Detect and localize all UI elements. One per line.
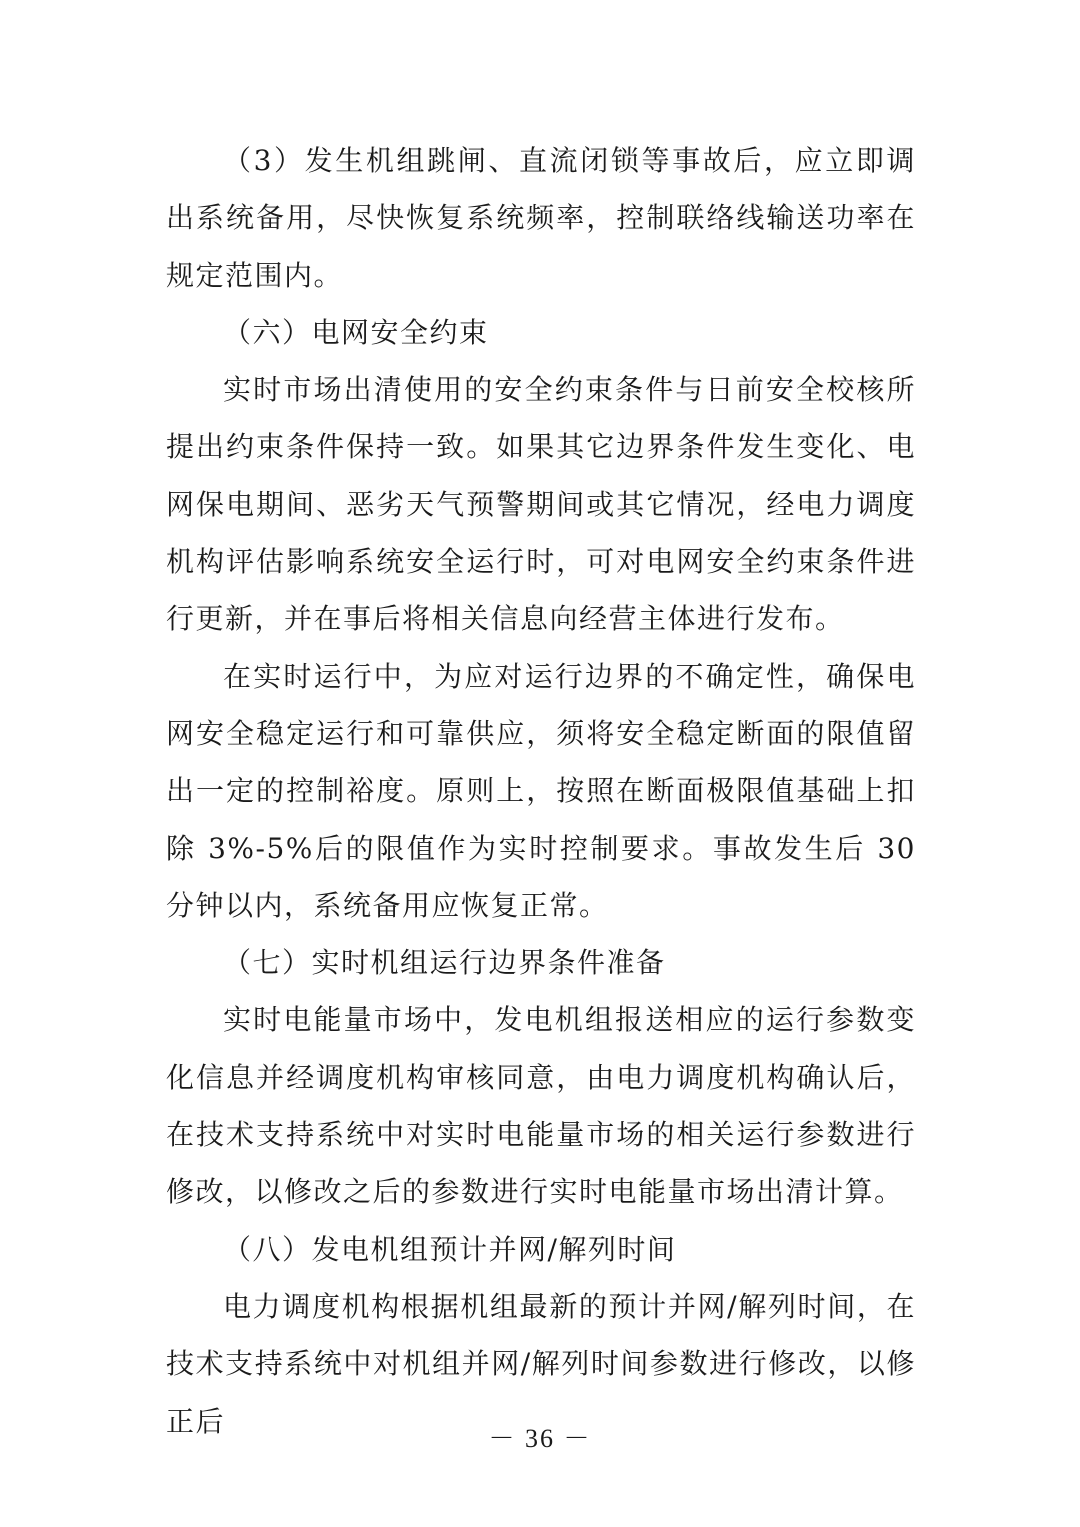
document-body xyxy=(166,132,916,1450)
page-number: － 36 － xyxy=(488,1424,592,1453)
paragraph-accident-recovery: （3）发生机组跳闸、直流闭锁等事故后，应立即调出系统备用，尽快恢复系统频率，控制联络线输送功率在规定范围内。 xyxy=(166,144,916,292)
paragraph-grid-connection-time: 电力调度机构根据机组最新的预计并网/解列时间，在技术支持系统中对机组并网/解列时间参数进行修改，以修正后 xyxy=(166,1289,916,1438)
paragraph-control-margin: 在实时运行中，为应对运行边界的不确定性，确保电网安全稳定运行和可靠供应，须将安全稳定断面的限值留出一定的控制裕度。原则上，按照在断面极限值基础上扣除 3%-5%后的限值作为实时控制要求。事故发生后 30 分钟以内，系统备用应恢复正常。 xyxy=(166,659,916,922)
paragraph-unit-parameter-changes: 实时电能量市场中，发电机组报送相应的运行参数变化信息并经调度机构审核同意，由电力调度机构确认后，在技术支持系统中对实时电能量市场的相关运行参数进行修改，以修改之后的参数进行实时电能量市场出清计算。 xyxy=(166,1003,916,1209)
paragraph-security-constraint-conditions: 实时市场出清使用的安全约束条件与日前安全校核所提出约束条件保持一致。如果其它边界条件发生变化、电网保电期间、恶劣天气预警期间或其它情况，经电力调度机构评估影响系统安全运行时，可对电网安全约束条件进行更新，并在事后将相关信息向经营主体进行发布。 xyxy=(166,373,916,636)
section-heading-grid-connection-time: （八）发电机组预计并网/解列时间 xyxy=(223,1232,677,1266)
section-heading-unit-boundary-conditions: （七）实时机组运行边界条件准备 xyxy=(223,946,666,980)
section-heading-grid-security-constraint: （六）电网安全约束 xyxy=(223,315,489,349)
